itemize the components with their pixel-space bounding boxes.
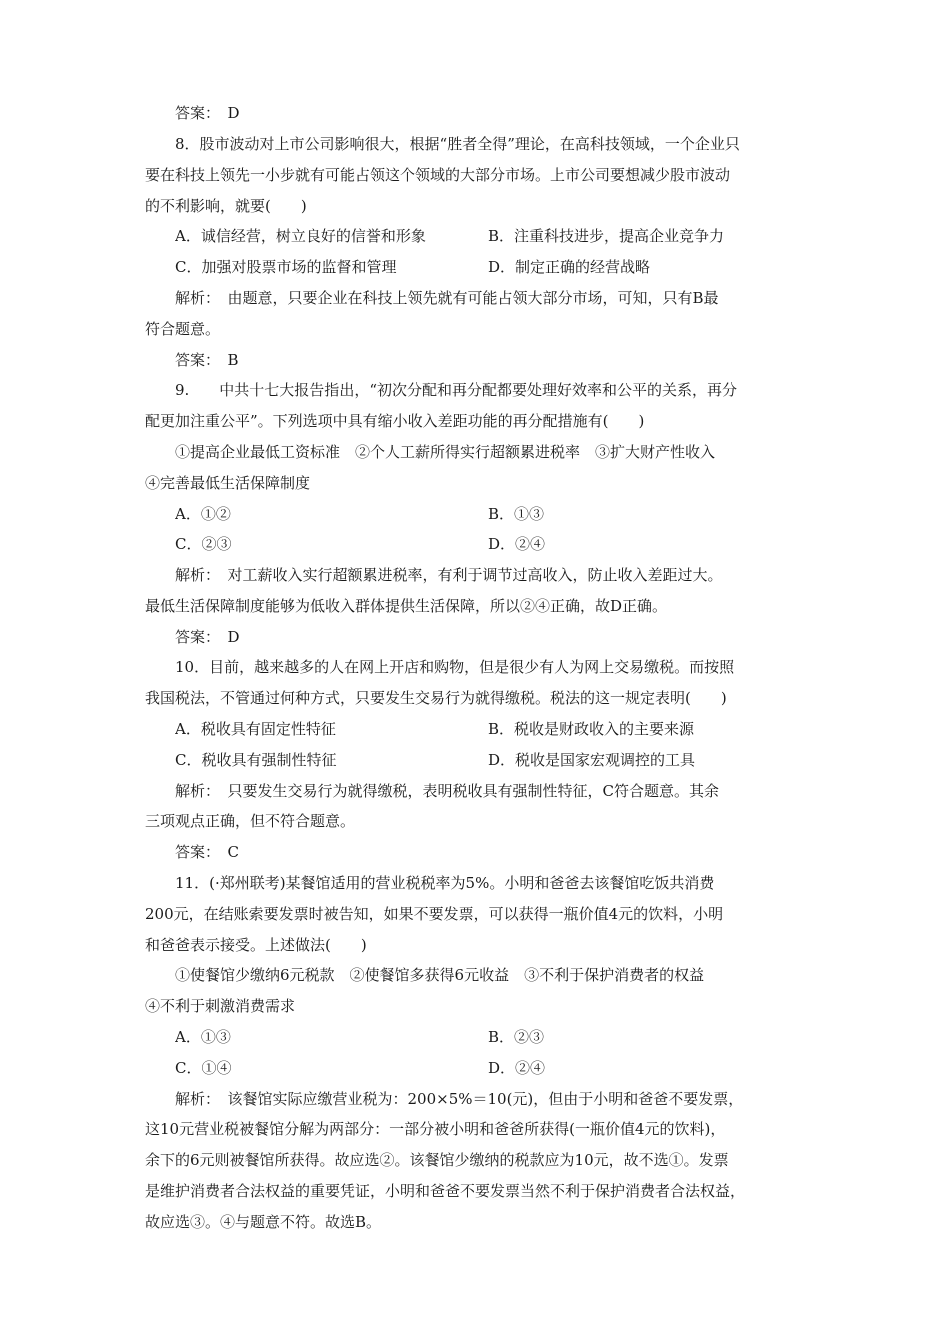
option-11b: B．②③ [488,1028,545,1046]
question-11-line-2: 200元，在结账索要发票时被告知，如果不要发票，可以获得一瓶价值4元的饮料，小明 [145,905,724,923]
option-10d: D．税收是国家宏观调控的工具 [488,751,696,769]
option-11d: D．②④ [488,1059,546,1077]
analysis-8-line-2: 符合题意。 [145,320,221,338]
question-8-line-1: 8．股市波动对上市公司影响很大，根据“胜者全得”理论，在高科技领域，一个企业只 [175,135,740,153]
option-10a: A．税收具有固定性特征 [175,720,336,738]
analysis-9-line-2: 最低生活保障制度能够为低收入群体提供生活保障，所以②④正确，故D正确。 [145,597,668,615]
option-10b: B．税收是财政收入的主要来源 [488,720,695,738]
question-8-line-2: 要在科技上领先一小步就有可能占领这个领域的大部分市场。上市公司要想减少股市波动 [145,166,731,184]
analysis-10-line-1: 解析： 只要发生交易行为就得缴税，表明税收具有强制性特征，C符合题意。其余 [175,782,719,800]
option-8a: A．诚信经营，树立良好的信誉和形象 [175,227,426,245]
option-8c: C．加强对股票市场的监督和管理 [175,258,397,276]
option-9b: B．①③ [488,505,545,523]
question-8-line-3: 的不利影响，就要( ) [145,197,307,215]
analysis-9-line-1: 解析： 对工薪收入实行超额累进税率，有利于调节过高收入，防止收入差距过大。 [175,566,723,584]
option-8b: B．注重科技进步，提高企业竞争力 [488,227,725,245]
analysis-11-line-5: 故应选③。④与题意不符。故选B。 [145,1213,382,1231]
option-11c: C．①④ [175,1059,232,1077]
option-9d: D．②④ [488,535,546,553]
question-10-line-1: 10．目前，越来越多的人在网上开店和购物，但是很少有人为网上交易缴税。而按照 [175,658,735,676]
answer-9: 答案： D [175,628,240,646]
question-11-statements: ①使餐馆少缴纳6元税款 ②使餐馆多获得6元收益 ③不利于保护消费者的权益 [175,966,705,984]
analysis-8-line-1: 解析： 由题意，只要企业在科技上领先就有可能占领大部分市场，可知，只有B最 [175,289,719,307]
option-9a: A．①② [175,505,231,523]
question-11-statement-4: ④不利于刺激消费需求 [145,997,296,1015]
answer-8: 答案： B [175,351,239,369]
question-9-line-1: 9. 中共十七大报告指出，“初次分配和再分配都要处理好效率和公平的关系，再分 [175,381,737,399]
question-9-line-2: 配更加注重公平”。下列选项中具有缩小收入差距功能的再分配措施有( ) [145,412,645,430]
option-10c: C．税收具有强制性特征 [175,751,337,769]
option-9c: C．②③ [175,535,232,553]
analysis-11-line-2: 这10元营业税被餐馆分解为两部分：一部分被小明和爸爸所获得(一瓶价值4元的饮料)， [145,1120,726,1138]
question-9-statements: ①提高企业最低工资标准 ②个人工薪所得实行超额累进税率 ③扩大财产性收入 [175,443,716,461]
question-9-statement-4: ④完善最低生活保障制度 [145,474,311,492]
question-11-line-3: 和爸爸表示接受。上述做法( ) [145,936,367,954]
option-11a: A．①③ [175,1028,231,1046]
analysis-10-line-2: 三项观点正确，但不符合题意。 [145,812,356,830]
analysis-11-line-1: 解析： 该餐馆实际应缴营业税为：200×5%＝10(元)，但由于小明和爸爸不要发票， [175,1090,744,1108]
question-11-line-1: 11．(·郑州联考)某餐馆适用的营业税税率为5%。小明和爸爸去该餐馆吃饭共消费 [175,874,715,892]
analysis-11-line-3: 余下的6元则被餐馆所获得。故应选②。该餐馆少缴纳的税款应为10元，故不选①。发票 [145,1151,729,1169]
question-10-line-2: 我国税法，不管通过何种方式，只要发生交易行为就得缴税。税法的这一规定表明( ) [145,689,727,707]
answer-7: 答案： D [175,104,240,122]
answer-10: 答案： C [175,843,239,861]
analysis-11-line-4: 是维护消费者合法权益的重要凭证，小明和爸爸不要发票当然不利于保护消费者合法权益， [145,1182,746,1200]
option-8d: D．制定正确的经营战略 [488,258,651,276]
